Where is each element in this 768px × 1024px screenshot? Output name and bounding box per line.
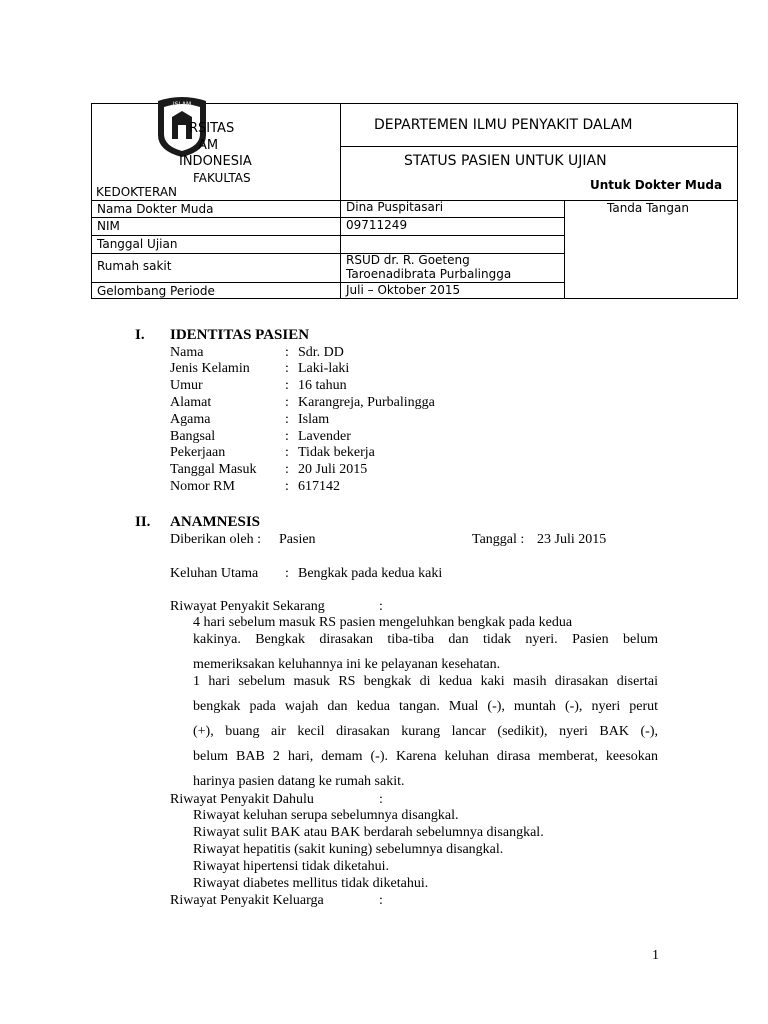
table-divider <box>92 217 565 218</box>
table-divider <box>92 253 565 254</box>
faculty-name-line2: KEDOKTERAN <box>96 185 178 199</box>
table-divider <box>92 235 565 236</box>
row-label-period: Gelombang Periode <box>97 284 215 298</box>
field-label-age: Umur <box>170 378 203 393</box>
current-illness-line: belum BAB 2 hari, demam (-). Karena keluhan dirasa memberat, keesokan <box>193 749 658 764</box>
current-illness-line: 1 hari sebelum masuk RS bengkak di kedua kaki masih dirasakan disertai <box>193 674 658 689</box>
field-label-occupation: Pekerjaan <box>170 445 226 460</box>
past-illness-line: Riwayat keluhan serupa sebelumnya disangkal. <box>193 808 459 823</box>
department-title: DEPARTEMEN ILMU PENYAKIT DALAM <box>374 117 633 133</box>
past-illness-line: Riwayat sulit BAK atau BAK berdarah sebelumnya disangkal. <box>193 825 544 840</box>
current-illness-label: Riwayat Penyakit Sekarang <box>170 599 325 614</box>
field-colon: : <box>285 395 289 410</box>
university-name-line2: AM <box>198 138 219 153</box>
field-value-gender: Laki-laki <box>298 361 350 376</box>
field-colon: : <box>285 429 289 444</box>
anamnesis-date-value: 23 Juli 2015 <box>537 532 607 547</box>
field-value-admission-date: 20 Juli 2015 <box>298 462 368 477</box>
past-illness-line: Riwayat hipertensi tidak diketahui. <box>193 859 389 874</box>
field-value-address: Karangreja, Purbalingga <box>298 395 435 410</box>
given-by-label: Diberikan oleh : <box>170 532 261 547</box>
chief-complaint-label: Keluhan Utama <box>170 566 259 581</box>
row-label-hospital: Rumah sakit <box>97 259 172 273</box>
field-colon: : <box>285 479 289 494</box>
row-value-hospital-line1: RSUD dr. R. Goeteng <box>346 253 470 267</box>
table-divider <box>564 200 565 299</box>
field-colon: : <box>285 445 289 460</box>
for-whom-label: Untuk Dokter Muda <box>590 178 723 192</box>
chief-complaint-value: Bengkak pada kedua kaki <box>298 566 443 581</box>
section2-numeral: II. <box>135 514 151 530</box>
section1-numeral: I. <box>135 327 145 343</box>
table-divider <box>340 104 341 299</box>
family-history-label: Riwayat Penyakit Keluarga <box>170 893 324 908</box>
field-label-address: Alamat <box>170 395 212 410</box>
field-value-name: Sdr. DD <box>298 345 344 360</box>
field-colon: : <box>285 412 289 427</box>
field-value-ward: Lavender <box>298 429 351 444</box>
current-illness-line: kakinya. Bengkak dirasakan tiba-tiba dan tidak nyeri. Pasien belum <box>193 632 658 647</box>
faculty-name-line1: FAKULTAS <box>193 171 251 185</box>
current-illness-line: bengkak pada wajah dan kedua tangan. Mual (-), muntah (-), nyeri perut <box>193 699 658 714</box>
field-colon: : <box>285 462 289 477</box>
field-value-religion: Islam <box>298 412 330 427</box>
field-label-name: Nama <box>170 345 204 360</box>
field-label-gender: Jenis Kelamin <box>170 361 250 376</box>
row-value-hospital-line2: Taroenadibrata Purbalingga <box>346 267 512 281</box>
field-value-age: 16 tahun <box>298 378 347 393</box>
field-colon: : <box>379 792 383 807</box>
page-number: 1 <box>652 948 659 963</box>
given-by-value: Pasien <box>279 532 316 547</box>
svg-text:ISLAM: ISLAM <box>172 101 192 108</box>
field-colon: : <box>285 566 289 581</box>
row-label-exam-date: Tanggal Ujian <box>97 237 178 251</box>
section2-title: ANAMNESIS <box>170 514 261 530</box>
past-illness-label: Riwayat Penyakit Dahulu <box>170 792 314 807</box>
field-label-record-number: Nomor RM <box>170 479 235 494</box>
university-name-line3: INDONESIA <box>179 154 252 169</box>
signature-label: Tanda Tangan <box>607 201 689 215</box>
current-illness-line: 4 hari sebelum masuk RS pasien mengeluhkan bengkak pada kedua <box>193 615 573 630</box>
field-colon: : <box>285 378 289 393</box>
field-colon: : <box>379 893 383 908</box>
anamnesis-date-label: Tanggal : <box>472 532 525 547</box>
past-illness-line: Riwayat diabetes mellitus tidak diketahui. <box>193 876 429 891</box>
field-colon: : <box>379 599 383 614</box>
row-value-nim: 09711249 <box>346 218 408 232</box>
university-name-line1: RSITAS <box>189 121 235 136</box>
table-divider <box>340 146 738 147</box>
field-colon: : <box>285 345 289 360</box>
field-value-occupation: Tidak bekerja <box>298 445 375 460</box>
field-label-ward: Bangsal <box>170 429 216 444</box>
row-label-doctor: Nama Dokter Muda <box>97 202 214 216</box>
table-divider <box>92 282 565 283</box>
exam-title: STATUS PASIEN UNTUK UJIAN <box>404 153 607 169</box>
field-value-record-number: 617142 <box>298 479 340 494</box>
current-illness-line: harinya pasien datang ke rumah sakit. <box>193 774 405 789</box>
field-colon: : <box>285 361 289 376</box>
past-illness-line: Riwayat hepatitis (sakit kuning) sebelumnya disangkal. <box>193 842 504 857</box>
row-label-nim: NIM <box>97 219 120 233</box>
field-label-admission-date: Tanggal Masuk <box>170 462 257 477</box>
section1-title: IDENTITAS PASIEN <box>170 327 310 343</box>
current-illness-line: (+), buang air kecil dirasakan kurang lancar (sedikit), nyeri BAK (-), <box>193 724 658 739</box>
row-value-period: Juli – Oktober 2015 <box>346 283 461 297</box>
current-illness-line: memeriksakan keluhannya ini ke pelayanan kesehatan. <box>193 657 501 672</box>
row-value-doctor: Dina Puspitasari <box>346 200 444 214</box>
field-label-religion: Agama <box>170 412 211 427</box>
